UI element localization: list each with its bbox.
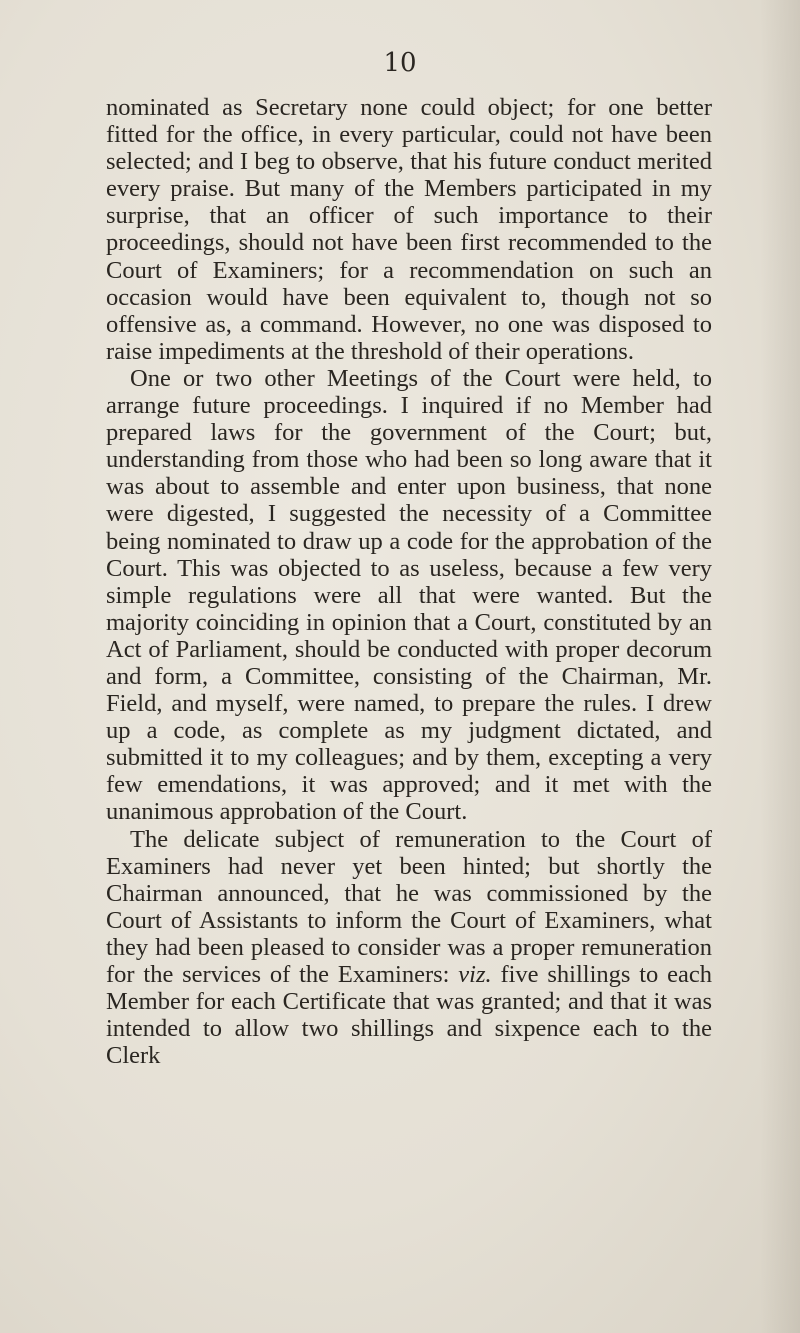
paragraph-3 — [106, 826, 712, 1070]
paragraph-3-italic-viz: viz. — [458, 961, 492, 988]
page-number: 10 — [383, 48, 417, 78]
paragraph-1: nominated as Secretary none could object; for one better fitted for the office, in every particular, could not have been selected; and I beg to observe, that his future conduct merited every praise. But many of the Members participated in my surprise, that an officer of such importance to their proceedings, should not have been first recommended to the Court of Examiners; for a recommendation on such an occasion would have been equivalent to, though not so offensive as, a command. However, no one was disposed to raise impediments at the threshold of their operations. — [106, 94, 712, 365]
paragraph-2: One or two other Meetings of the Court were held, to arrange future proceedings. I inquired if no Member had prepared laws for the government of the Court; but, understanding from those who had been so long aware that it was about to assemble and enter upon business, that none were digested, I suggested the necessity of a Committee being nominated to draw up a code for the approbation of the Court. This was objected to as useless, because a few very simple regulations were all that were wanted. But the majority coinciding in opinion that a Court, constituted by an Act of Parliament, should be conducted with proper decorum and form, a Committee, consisting of the Chairman, Mr. Field, and myself, were named, to prepare the rules. I drew up a code, as complete as my judgment dictated, and submitted it to my colleagues; and by them, excepting a very few emendations, it was approved; and it met with the unanimous approbation of the Court. — [106, 364, 712, 826]
paragraph-3-text-after: five shillings to each Member for each Certificate that was granted; and that it was intended to allow two shillings and sixpence each to the Clerk — [106, 961, 712, 1070]
body-text — [106, 94, 712, 1069]
page-edge-shadow — [760, 0, 800, 1333]
paragraph-3-text-before: The delicate subject of remuneration to the Court of Examiners had never yet been hinted; but shortly the Chairman announced, that he was commissioned by the Court of Assistants to inform the Court of Examiners, what they had been pleased to consider was a proper remuneration for the services of the Examiners: — [106, 825, 712, 988]
